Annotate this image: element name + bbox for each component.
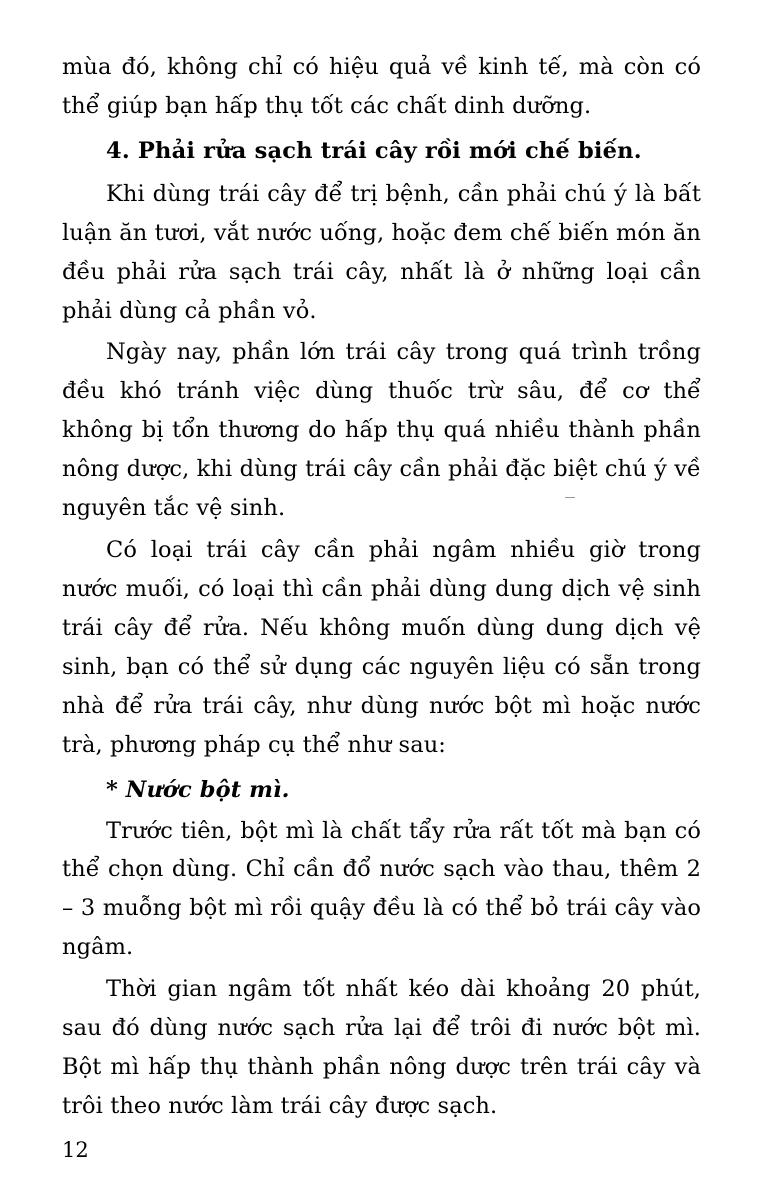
paragraph: Thời gian ngâm tốt nhất kéo dài khoảng 20 phút, sau đó dùng nước sạch rửa lại để trôi đi nước bột mì. Bột mì hấp thụ thành phần nông dược trên trái cây và trôi theo nước làm trái cây được sạch. [62, 976, 701, 1119]
page-mark [565, 497, 575, 498]
paragraph: Ngày nay, phần lớn trái cây trong quá trình trồng đều khó tránh việc dùng thuốc trừ sâu, để cơ thể không bị tổn thương do hấp thụ quá nhiều thành phần nông dược, khi dùng trái cây cần phải đặc biệt chú ý về nguyên tắc vệ sinh. [62, 339, 701, 522]
page-number: 12 [62, 1138, 89, 1162]
paragraph: Trước tiên, bột mì là chất tẩy rửa rất tốt mà bạn có thể chọn dùng. Chỉ cần đổ nước sạch vào thau, thêm 2 – 3 muỗng bột mì rồi quậy đều là có thể bỏ trái cây vào ngâm. [62, 817, 701, 961]
page-body [62, 48, 701, 1126]
section-heading: 4. Phải rửa sạch trái cây rồi mới chế biến. [106, 137, 642, 164]
paragraph: Khi dùng trái cây để trị bệnh, cần phải chú ý là bất luận ăn tươi, vắt nước uống, hoặc đem chế biến món ăn đều phải rửa sạch trái cây, nhất là ở những loại cần phải dùng cả phần vỏ. [62, 180, 701, 324]
paragraph: Có loại trái cây cần phải ngâm nhiều giờ trong nước muối, có loại thì cần phải dùng dung dịch vệ sinh trái cây để rửa. Nếu không muốn dùng dung dịch vệ sinh, bạn có thể sử dụng các nguyên liệu có sẵn trong nhà để rửa trái cây, như dùng nước bột mì hoặc nước trà, phương pháp cụ thể như sau: [62, 537, 701, 758]
paragraph-continued: mùa đó, không chỉ có hiệu quả về kinh tế, mà còn có thể giúp bạn hấp thụ tốt các chất dinh dưỡng. [62, 54, 701, 119]
sub-heading: * Nước bột mì. [106, 776, 290, 803]
